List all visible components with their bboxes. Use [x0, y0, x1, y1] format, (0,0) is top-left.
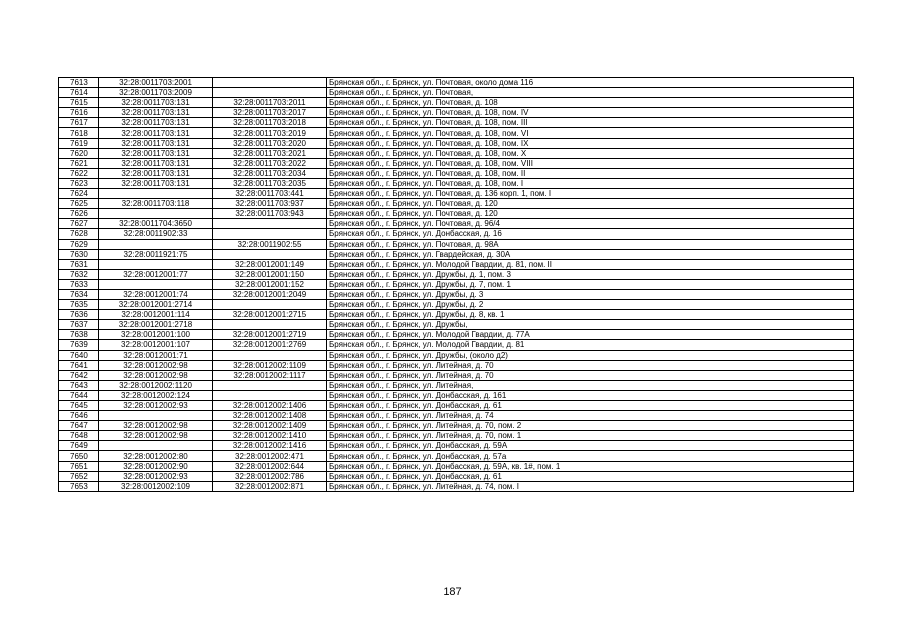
table-row	[59, 350, 854, 360]
object-cadastral-cell: 32:28:0011703:937	[213, 199, 327, 209]
address-cell: Брянская обл., г. Брянск, ул. Почтовая, д. 108, пом. I	[327, 178, 854, 188]
object-cadastral-cell: 32:28:0011703:2017	[213, 108, 327, 118]
land-cadastral-cell: 32:28:0012001:114	[99, 310, 213, 320]
address-cell: Брянская обл., г. Брянск, ул. Дружбы, д. 8, кв. 1	[327, 310, 854, 320]
address-cell: Брянская обл., г. Брянск, ул. Донбасская, д. 59А, кв. 1#, пом. 1	[327, 461, 854, 471]
object-cadastral-cell: 32:28:0011902:55	[213, 239, 327, 249]
address-cell: Брянская обл., г. Брянск, ул. Дружбы, д. 2	[327, 300, 854, 310]
object-cadastral-cell	[213, 390, 327, 400]
address-cell: Брянская обл., г. Брянск, ул. Почтовая,	[327, 88, 854, 98]
land-cadastral-cell: 32:28:0012001:74	[99, 289, 213, 299]
address-cell: Брянская обл., г. Брянск, ул. Почтовая, д. 96/4	[327, 219, 854, 229]
land-cadastral-cell: 32:28:0012001:100	[99, 330, 213, 340]
row-number-cell: 7618	[59, 128, 99, 138]
table-row	[59, 209, 854, 219]
object-cadastral-cell: 32:28:0012002:1409	[213, 421, 327, 431]
address-cell: Брянская обл., г. Брянск, ул. Молодой Гвардии, д. 77А	[327, 330, 854, 340]
object-cadastral-cell: 32:28:0011703:943	[213, 209, 327, 219]
object-cadastral-cell	[213, 78, 327, 88]
address-cell: Брянская обл., г. Брянск, ул. Донбасская, д. 61	[327, 471, 854, 481]
row-number-cell: 7632	[59, 269, 99, 279]
land-cadastral-cell	[99, 441, 213, 451]
land-cadastral-cell: 32:28:0012001:77	[99, 269, 213, 279]
row-number-cell: 7641	[59, 360, 99, 370]
land-cadastral-cell: 32:28:0011703:118	[99, 199, 213, 209]
land-cadastral-cell	[99, 411, 213, 421]
row-number-cell: 7651	[59, 461, 99, 471]
row-number-cell: 7615	[59, 98, 99, 108]
table-row	[59, 118, 854, 128]
address-cell: Брянская обл., г. Брянск, ул. Молодой Гвардии, д. 81	[327, 340, 854, 350]
land-cadastral-cell: 32:28:0012001:107	[99, 340, 213, 350]
row-number-cell: 7633	[59, 279, 99, 289]
table-row	[59, 98, 854, 108]
address-cell: Брянская обл., г. Брянск, ул. Литейная, д. 74	[327, 411, 854, 421]
land-cadastral-cell: 32:28:0012001:2718	[99, 320, 213, 330]
land-cadastral-cell: 32:28:0011703:131	[99, 128, 213, 138]
row-number-cell: 7631	[59, 259, 99, 269]
address-cell: Брянская обл., г. Брянск, ул. Молодой Гвардии, д. 81, пом. II	[327, 259, 854, 269]
address-cell: Брянская обл., г. Брянск, ул. Почтовая, д. 108, пом. IV	[327, 108, 854, 118]
land-cadastral-cell: 32:28:0011902:33	[99, 229, 213, 239]
object-cadastral-cell: 32:28:0011703:2018	[213, 118, 327, 128]
object-cadastral-cell	[213, 300, 327, 310]
table-row	[59, 310, 854, 320]
object-cadastral-cell: 32:28:0012001:149	[213, 259, 327, 269]
table-row	[59, 300, 854, 310]
table-row	[59, 411, 854, 421]
row-number-cell: 7630	[59, 249, 99, 259]
table-row	[59, 441, 854, 451]
address-cell: Брянская обл., г. Брянск, ул. Дружбы, д. 7, пом. 1	[327, 279, 854, 289]
object-cadastral-cell: 32:28:0011703:2035	[213, 178, 327, 188]
table-row	[59, 148, 854, 158]
object-cadastral-cell: 32:28:0012001:2719	[213, 330, 327, 340]
land-cadastral-cell: 32:28:0012002:124	[99, 390, 213, 400]
row-number-cell: 7616	[59, 108, 99, 118]
row-number-cell: 7614	[59, 88, 99, 98]
object-cadastral-cell	[213, 219, 327, 229]
object-cadastral-cell: 32:28:0011703:2020	[213, 138, 327, 148]
address-cell: Брянская обл., г. Брянск, ул. Донбасская, д. 16	[327, 229, 854, 239]
object-cadastral-cell: 32:28:0012002:786	[213, 471, 327, 481]
address-cell: Брянская обл., г. Брянск, ул. Литейная,	[327, 380, 854, 390]
address-cell: Брянская обл., г. Брянск, ул. Почтовая, д. 120	[327, 209, 854, 219]
row-number-cell: 7652	[59, 471, 99, 481]
table-row	[59, 189, 854, 199]
object-cadastral-cell: 32:28:0012002:471	[213, 451, 327, 461]
row-number-cell: 7613	[59, 78, 99, 88]
address-cell: Брянская обл., г. Брянск, ул. Дружбы, (около д2)	[327, 350, 854, 360]
address-cell: Брянская обл., г. Брянск, ул. Почтовая, д. 98А	[327, 239, 854, 249]
row-number-cell: 7647	[59, 421, 99, 431]
table-body	[59, 78, 854, 492]
table-row	[59, 481, 854, 491]
address-cell: Брянская обл., г. Брянск, ул. Донбасская, д. 61	[327, 401, 854, 411]
table-row	[59, 370, 854, 380]
land-cadastral-cell	[99, 239, 213, 249]
row-number-cell: 7622	[59, 168, 99, 178]
table-row	[59, 380, 854, 390]
object-cadastral-cell: 32:28:0011703:441	[213, 189, 327, 199]
land-cadastral-cell: 32:28:0012002:98	[99, 370, 213, 380]
table-row	[59, 108, 854, 118]
table-row	[59, 289, 854, 299]
object-cadastral-cell: 32:28:0012001:152	[213, 279, 327, 289]
table-row	[59, 138, 854, 148]
row-number-cell: 7628	[59, 229, 99, 239]
land-cadastral-cell: 32:28:0011703:131	[99, 148, 213, 158]
object-cadastral-cell: 32:28:0011703:2011	[213, 98, 327, 108]
land-cadastral-cell: 32:28:0012002:98	[99, 431, 213, 441]
table-row	[59, 219, 854, 229]
address-cell: Брянская обл., г. Брянск, ул. Литейная, д. 70, пом. 1	[327, 431, 854, 441]
land-cadastral-cell: 32:28:0012001:71	[99, 350, 213, 360]
land-cadastral-cell: 32:28:0012002:98	[99, 360, 213, 370]
row-number-cell: 7644	[59, 390, 99, 400]
land-cadastral-cell: 32:28:0012002:93	[99, 471, 213, 481]
address-cell: Брянская обл., г. Брянск, ул. Литейная, д. 74, пом. I	[327, 481, 854, 491]
land-cadastral-cell: 32:28:0012001:2714	[99, 300, 213, 310]
row-number-cell: 7643	[59, 380, 99, 390]
land-cadastral-cell: 32:28:0011703:131	[99, 108, 213, 118]
address-cell: Брянская обл., г. Брянск, ул. Почтовая, д. 108, пом. IX	[327, 138, 854, 148]
table-row	[59, 259, 854, 269]
cadastral-table	[58, 77, 854, 492]
row-number-cell: 7621	[59, 158, 99, 168]
row-number-cell: 7624	[59, 189, 99, 199]
land-cadastral-cell: 32:28:0011703:131	[99, 118, 213, 128]
row-number-cell: 7629	[59, 239, 99, 249]
row-number-cell: 7638	[59, 330, 99, 340]
table-row	[59, 330, 854, 340]
object-cadastral-cell	[213, 88, 327, 98]
table-row	[59, 401, 854, 411]
address-cell: Брянская обл., г. Брянск, ул. Почтовая, д. 120	[327, 199, 854, 209]
table-row	[59, 199, 854, 209]
land-cadastral-cell: 32:28:0011921:75	[99, 249, 213, 259]
table-row	[59, 360, 854, 370]
object-cadastral-cell	[213, 350, 327, 360]
land-cadastral-cell: 32:28:0011703:131	[99, 98, 213, 108]
row-number-cell: 7617	[59, 118, 99, 128]
row-number-cell: 7627	[59, 219, 99, 229]
address-cell: Брянская обл., г. Брянск, ул. Дружбы,	[327, 320, 854, 330]
land-cadastral-cell	[99, 209, 213, 219]
table-row	[59, 229, 854, 239]
table-row	[59, 471, 854, 481]
object-cadastral-cell: 32:28:0012001:2049	[213, 289, 327, 299]
address-cell: Брянская обл., г. Брянск, ул. Почтовая, д. 108, пом. VI	[327, 128, 854, 138]
address-cell: Брянская обл., г. Брянск, ул. Донбасская, д. 161	[327, 390, 854, 400]
address-cell: Брянская обл., г. Брянск, ул. Дружбы, д. 3	[327, 289, 854, 299]
table-row	[59, 88, 854, 98]
page-number: 187	[443, 586, 462, 598]
row-number-cell: 7620	[59, 148, 99, 158]
object-cadastral-cell: 32:28:0011703:2021	[213, 148, 327, 158]
address-cell: Брянская обл., г. Брянск, ул. Гвардейская, д. 30А	[327, 249, 854, 259]
table-row	[59, 168, 854, 178]
land-cadastral-cell: 32:28:0012002:80	[99, 451, 213, 461]
table-row	[59, 78, 854, 88]
row-number-cell: 7634	[59, 289, 99, 299]
address-cell: Брянская обл., г. Брянск, ул. Донбасская, д. 59А	[327, 441, 854, 451]
land-cadastral-cell: 32:28:0011704:3650	[99, 219, 213, 229]
address-cell: Брянская обл., г. Брянск, ул. Литейная, д. 70	[327, 360, 854, 370]
row-number-cell: 7639	[59, 340, 99, 350]
object-cadastral-cell: 32:28:0012002:1406	[213, 401, 327, 411]
address-cell: Брянская обл., г. Брянск, ул. Почтовая, д. 108	[327, 98, 854, 108]
table-row	[59, 128, 854, 138]
row-number-cell: 7619	[59, 138, 99, 148]
object-cadastral-cell: 32:28:0012002:871	[213, 481, 327, 491]
address-cell: Брянская обл., г. Брянск, ул. Литейная, д. 70	[327, 370, 854, 380]
row-number-cell: 7648	[59, 431, 99, 441]
row-number-cell: 7635	[59, 300, 99, 310]
table-row	[59, 421, 854, 431]
land-cadastral-cell: 32:28:0012002:1120	[99, 380, 213, 390]
object-cadastral-cell: 32:28:0012002:1408	[213, 411, 327, 421]
table-row	[59, 178, 854, 188]
table-row	[59, 320, 854, 330]
table-row	[59, 239, 854, 249]
row-number-cell: 7645	[59, 401, 99, 411]
land-cadastral-cell: 32:28:0012002:90	[99, 461, 213, 471]
address-cell: Брянская обл., г. Брянск, ул. Литейная, д. 70, пом. 2	[327, 421, 854, 431]
object-cadastral-cell	[213, 249, 327, 259]
address-cell: Брянская обл., г. Брянск, ул. Почтовая, д. 108, пом. X	[327, 148, 854, 158]
table-row	[59, 249, 854, 259]
land-cadastral-cell	[99, 189, 213, 199]
table-row	[59, 279, 854, 289]
address-cell: Брянская обл., г. Брянск, ул. Дружбы, д. 1, пом. 3	[327, 269, 854, 279]
row-number-cell: 7636	[59, 310, 99, 320]
row-number-cell: 7637	[59, 320, 99, 330]
land-cadastral-cell: 32:28:0011703:131	[99, 158, 213, 168]
object-cadastral-cell: 32:28:0012001:2715	[213, 310, 327, 320]
address-cell: Брянская обл., г. Брянск, ул. Почтовая, д. 108, пом. II	[327, 168, 854, 178]
table-row	[59, 158, 854, 168]
object-cadastral-cell: 32:28:0011703:2022	[213, 158, 327, 168]
land-cadastral-cell: 32:28:0012002:109	[99, 481, 213, 491]
object-cadastral-cell	[213, 229, 327, 239]
object-cadastral-cell: 32:28:0012002:1410	[213, 431, 327, 441]
object-cadastral-cell: 32:28:0012002:1109	[213, 360, 327, 370]
object-cadastral-cell: 32:28:0011703:2034	[213, 168, 327, 178]
land-cadastral-cell: 32:28:0012002:98	[99, 421, 213, 431]
table-row	[59, 431, 854, 441]
address-cell: Брянская обл., г. Брянск, ул. Донбасская, д. 57а	[327, 451, 854, 461]
object-cadastral-cell	[213, 380, 327, 390]
row-number-cell: 7649	[59, 441, 99, 451]
object-cadastral-cell: 32:28:0012001:2769	[213, 340, 327, 350]
row-number-cell: 7623	[59, 178, 99, 188]
object-cadastral-cell: 32:28:0012001:150	[213, 269, 327, 279]
land-cadastral-cell	[99, 279, 213, 289]
land-cadastral-cell: 32:28:0011703:131	[99, 178, 213, 188]
land-cadastral-cell: 32:28:0011703:131	[99, 138, 213, 148]
object-cadastral-cell	[213, 320, 327, 330]
row-number-cell: 7626	[59, 209, 99, 219]
object-cadastral-cell: 32:28:0012002:644	[213, 461, 327, 471]
row-number-cell: 7650	[59, 451, 99, 461]
address-cell: Брянская обл., г. Брянск, ул. Почтовая, д. 136 корп. 1, пом. I	[327, 189, 854, 199]
table-row	[59, 390, 854, 400]
table-row	[59, 340, 854, 350]
land-cadastral-cell: 32:28:0011703:2001	[99, 78, 213, 88]
row-number-cell: 7625	[59, 199, 99, 209]
land-cadastral-cell: 32:28:0011703:2009	[99, 88, 213, 98]
table-row	[59, 461, 854, 471]
row-number-cell: 7642	[59, 370, 99, 380]
address-cell: Брянская обл., г. Брянск, ул. Почтовая, около дома 116	[327, 78, 854, 88]
address-cell: Брянская обл., г. Брянск, ул. Почтовая, д. 108, пом. VIII	[327, 158, 854, 168]
land-cadastral-cell	[99, 259, 213, 269]
object-cadastral-cell: 32:28:0012002:1416	[213, 441, 327, 451]
table-row	[59, 451, 854, 461]
row-number-cell: 7640	[59, 350, 99, 360]
address-cell: Брянская обл., г. Брянск, ул. Почтовая, д. 108, пом. III	[327, 118, 854, 128]
land-cadastral-cell: 32:28:0011703:131	[99, 168, 213, 178]
land-cadastral-cell: 32:28:0012002:93	[99, 401, 213, 411]
table-row	[59, 269, 854, 279]
row-number-cell: 7646	[59, 411, 99, 421]
object-cadastral-cell: 32:28:0012002:1117	[213, 370, 327, 380]
row-number-cell: 7653	[59, 481, 99, 491]
object-cadastral-cell: 32:28:0011703:2019	[213, 128, 327, 138]
